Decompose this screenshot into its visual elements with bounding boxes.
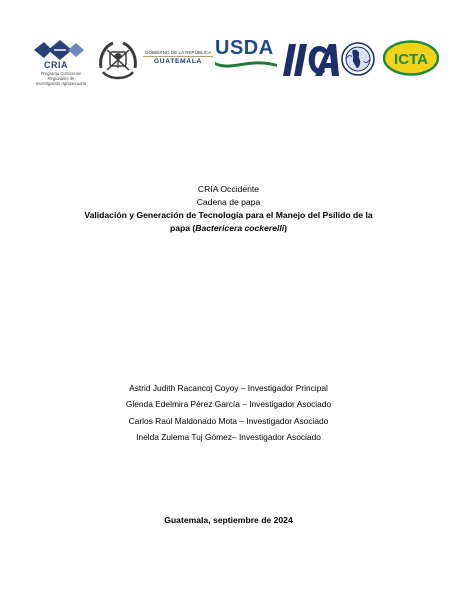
logo-banner <box>0 30 457 90</box>
author-item: Glenda Edelmira Pérez García – Investigador Asociado <box>125 399 332 410</box>
icta-name: ICTA <box>394 51 428 68</box>
iica-logo <box>283 42 339 78</box>
gobierno-line-1: GOBIERNO DE LA REPÚBLICA <box>144 50 212 55</box>
globe-emblem-icon <box>341 42 375 76</box>
cria-subtitle: Programa Consorcios Regionales de Investigación Agropecuaria <box>35 71 87 86</box>
author-list <box>0 380 457 446</box>
usda-wave-icon <box>215 58 277 72</box>
document-title-line-1: Validación y Generación de Tecnología para el Manejo del Psílido de la <box>84 210 373 220</box>
program-name: CRIA Occidente <box>197 184 260 194</box>
icta-logo <box>383 40 439 76</box>
cria-mark-icon <box>26 38 96 62</box>
usda-logo <box>215 38 277 78</box>
species-name: Bactericera cockerelli <box>195 223 285 233</box>
author-item: Inelda Zulema Tuj Gómez– Investigador Asociado <box>136 432 321 443</box>
title-block <box>0 183 457 235</box>
cria-name: CRIA <box>44 60 68 70</box>
place-and-date: Guatemala, septiembre de 2024 <box>164 515 293 525</box>
usda-name: USDA <box>215 37 274 59</box>
document-title-line-2: papa (Bactericera cockerelli) <box>169 223 288 233</box>
gobierno-guatemala-logo <box>143 50 213 72</box>
chain-name: Cadena de papa <box>196 197 261 207</box>
gobierno-line-2: GUATEMALA <box>153 58 203 65</box>
cria-logo <box>26 38 96 88</box>
author-item: Astrid Judith Racancoj Coyoy – Investigador Principal <box>129 383 328 393</box>
guatemala-seal-icon <box>95 38 141 84</box>
author-item: Carlos Raúl Maldonado Mota – Investigador Asociado <box>128 415 329 426</box>
